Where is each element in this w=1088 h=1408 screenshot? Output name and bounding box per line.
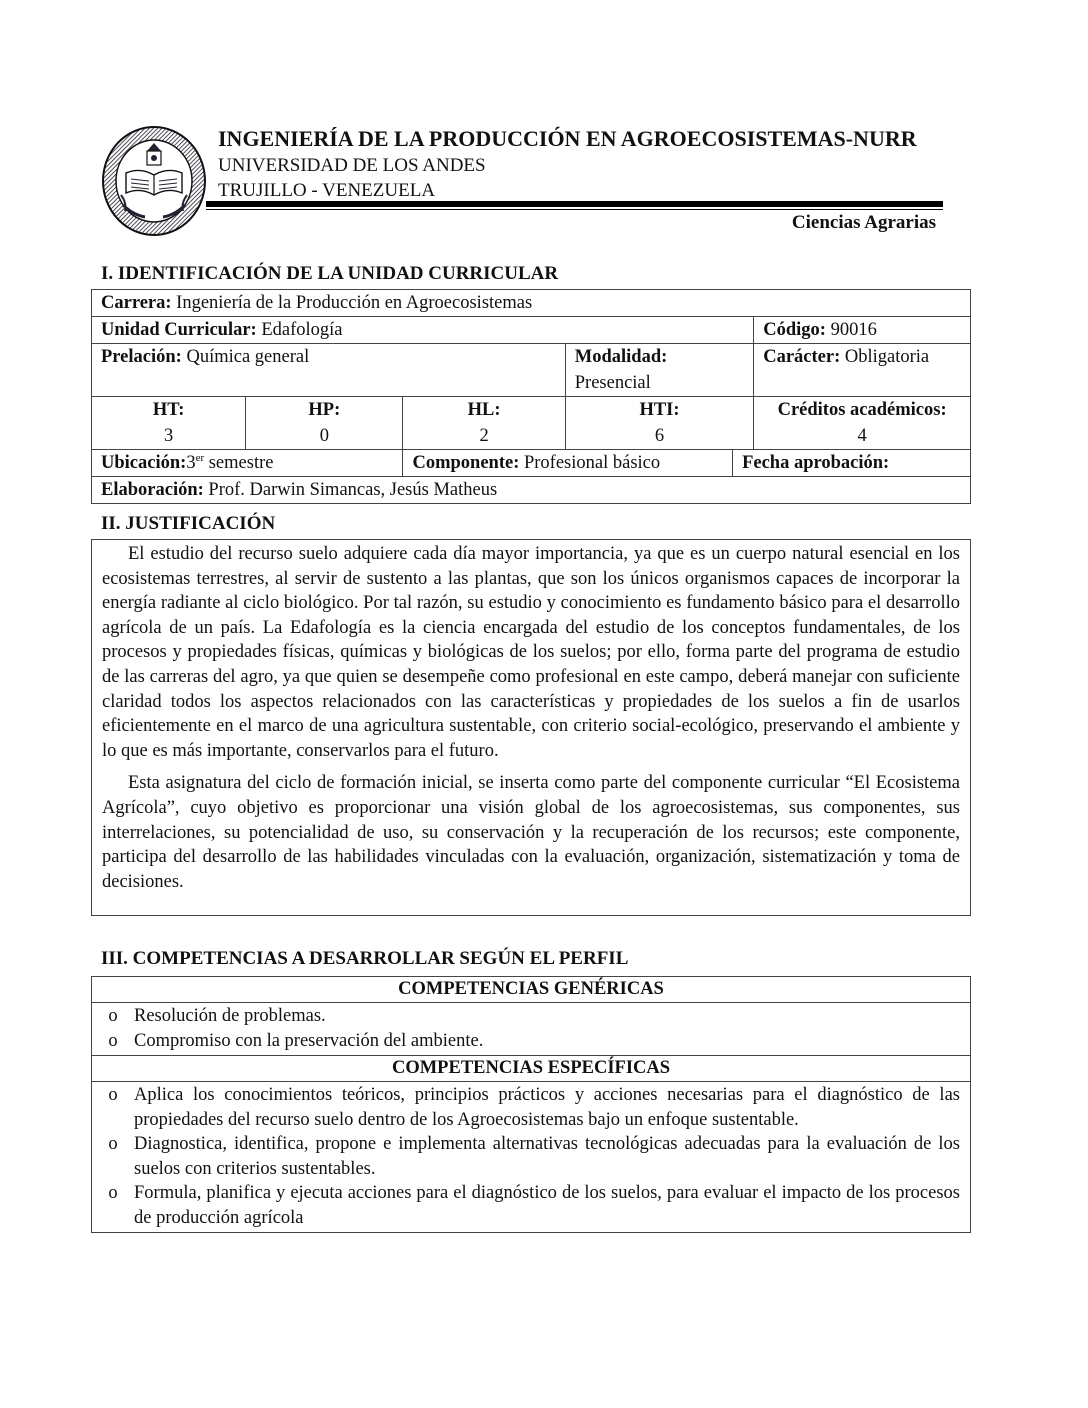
creditos-value: 4	[857, 426, 867, 446]
justification-paragraph-1: El estudio del recurso suelo adquiere cada día mayor importancia, ya que es un cuerpo natural esencial en los ecosistemas terrestres, al servir de sustento a las plantas, que son los únicos organismos capaces de incorporar la energía radiante al ciclo biológico. Por tal razón, su estudio y conocimiento es fundamento básico para el desarrollo agrícola de un país. La Edafología es la ciencia encargada del estudio de los conceptos fundamentales, de los procesos y propiedades físicas, químicas y biológicas de los suelos; por ello, forma parte del programa de estudio de las carreras del agro, ya que quien se desempeñe como profesional en este campo, deberá manejar con suficiente claridad todos los aspectos relacionados con las características y propiedades de los suelos a fin de usarlos eficientemente en el marco de una agricultura sustentable, con criterio social-ecológico, preservando el ambiente y lo que es más importante, conservarlos para el futuro.	[102, 544, 960, 761]
componente-value: Profesional básico	[519, 453, 661, 473]
header-rule-thin	[206, 209, 943, 210]
ubicacion-label: Ubicación:	[101, 453, 187, 473]
hp-cell	[246, 397, 403, 450]
university-seal-icon	[101, 125, 207, 237]
hti-label: HTI:	[639, 400, 680, 420]
ht-value: 3	[163, 426, 174, 446]
list-item	[92, 1083, 960, 1132]
elaboracion-cell	[92, 477, 971, 504]
table-row-hours	[92, 397, 971, 450]
section-1-title: I. IDENTIFICACIÓN DE LA UNIDAD CURRICULAR	[101, 263, 559, 284]
codigo-cell	[754, 317, 971, 344]
ubicacion-cell	[92, 450, 403, 477]
header-rule	[206, 201, 943, 207]
list-item-text: Aplica los conocimientos teóricos, principios prácticos y acciones necesarias para el diagnóstico de las propiedades del recurso suelo dentro de los Agroecosistemas bajo un enfoque sustentable.	[134, 1085, 960, 1130]
carrera-value: Ingeniería de la Producción en Agroecosistemas	[171, 293, 533, 313]
hp-value: 0	[319, 426, 329, 446]
header-faculty: Ciencias Agrarias	[791, 212, 936, 233]
ht-cell	[92, 397, 246, 450]
section-3-title: III. COMPETENCIAS A DESARROLLAR SEGÚN EL PERFIL	[101, 948, 629, 969]
fecha-label: Fecha aprobación:	[742, 453, 890, 473]
list-item	[92, 1132, 960, 1181]
ubicacion-sup: er	[195, 452, 205, 464]
justification-box	[91, 539, 971, 916]
hl-cell	[403, 397, 565, 450]
list-item-text: Resolución de problemas.	[134, 1006, 326, 1026]
specific-competencies-list	[92, 1082, 970, 1232]
header-location: TRUJILLO - VENEZUELA	[218, 180, 436, 201]
list-item-text: Compromiso con la preservación del ambiente.	[134, 1030, 484, 1051]
hti-value: 6	[654, 426, 665, 446]
componente-label: Componente:	[412, 453, 520, 473]
ubicacion-num: 3	[186, 453, 196, 473]
list-item	[92, 1004, 960, 1029]
list-item-text: Diagnostica, identifica, propone e implementa alternativas tecnológicas adecuadas para la evaluación de los suelos con criterios sustentables.	[134, 1134, 960, 1179]
modalidad-value: Presencial	[574, 373, 651, 393]
creditos-cell	[754, 397, 971, 450]
header-university: UNIVERSIDAD DE LOS ANDES	[218, 155, 486, 176]
list-item	[92, 1029, 960, 1054]
hp-label: HP:	[308, 400, 341, 420]
caracter-label: Carácter:	[763, 347, 841, 367]
generic-competencies-header: COMPETENCIAS GENÉRICAS	[92, 977, 970, 1003]
hl-label: HL:	[467, 400, 501, 420]
prelacion-label: Prelación:	[101, 347, 182, 367]
section-2-title: II. JUSTIFICACIÓN	[101, 513, 276, 534]
prelacion-cell	[92, 344, 566, 397]
modalidad-cell	[565, 344, 753, 397]
justification-paragraph-2: Esta asignatura del ciclo de formación inicial, se inserta como parte del componente curricular “El Ecosistema Agrícola”, cuyo objetivo es proporcionar una visión global de los agroecosistemas, sus componentes, sus interrelaciones, su potencialidad de uso, su conservación y la recuperación de los recursos; este componente, participa del desarrollo de las habilidades vinculadas con la evaluación, organización, sistematización y toma de decisiones.	[102, 773, 960, 892]
caracter-value: Obligatoria	[840, 347, 930, 367]
codigo-value: 90016	[825, 320, 877, 340]
carrera-label: Carrera:	[101, 293, 172, 313]
bullet-icon: o	[108, 1030, 118, 1051]
unidad-value: Edafología	[256, 320, 343, 340]
modalidad-label: Modalidad:	[574, 347, 668, 367]
codigo-label: Código:	[763, 320, 826, 340]
carrera-cell	[92, 290, 971, 317]
componente-cell	[403, 450, 733, 477]
bullet-icon: o	[108, 1085, 118, 1105]
hl-value: 2	[479, 426, 489, 446]
generic-competencies-list	[92, 1003, 970, 1056]
unidad-label: Unidad Curricular:	[101, 320, 257, 340]
fecha-cell	[733, 450, 971, 477]
table-row-prelacion	[92, 344, 971, 397]
specific-competencies-header: COMPETENCIAS ESPECÍFICAS	[92, 1056, 970, 1082]
table-row-ubicacion	[92, 450, 971, 477]
table-row-elaboracion	[92, 477, 971, 504]
hti-cell	[565, 397, 753, 450]
header-title: INGENIERÍA DE LA PRODUCCIÓN EN AGROECOSISTEMAS-NURR	[218, 126, 917, 151]
ubicacion-rest: semestre	[204, 453, 274, 473]
competencies-box	[91, 976, 971, 1233]
table-row-unidad	[92, 317, 971, 344]
ht-label: HT:	[152, 400, 185, 420]
creditos-label: Créditos académicos:	[777, 400, 947, 420]
bullet-icon: o	[108, 1183, 118, 1203]
elaboracion-label: Elaboración:	[101, 480, 204, 500]
unidad-cell	[92, 317, 754, 344]
bullet-icon: o	[108, 1134, 118, 1154]
list-item-text: Formula, planifica y ejecuta acciones para el diagnóstico de los suelos, para evaluar el impacto de los procesos de producción agrícola	[134, 1183, 960, 1228]
caracter-cell	[754, 344, 971, 397]
list-item	[92, 1181, 960, 1230]
bullet-icon: o	[108, 1006, 118, 1026]
table-row-carrera	[92, 290, 971, 317]
prelacion-value: Química general	[181, 347, 310, 367]
elaboracion-value: Prof. Darwin Simancas, Jesús Matheus	[203, 480, 498, 500]
identification-table	[91, 289, 971, 504]
